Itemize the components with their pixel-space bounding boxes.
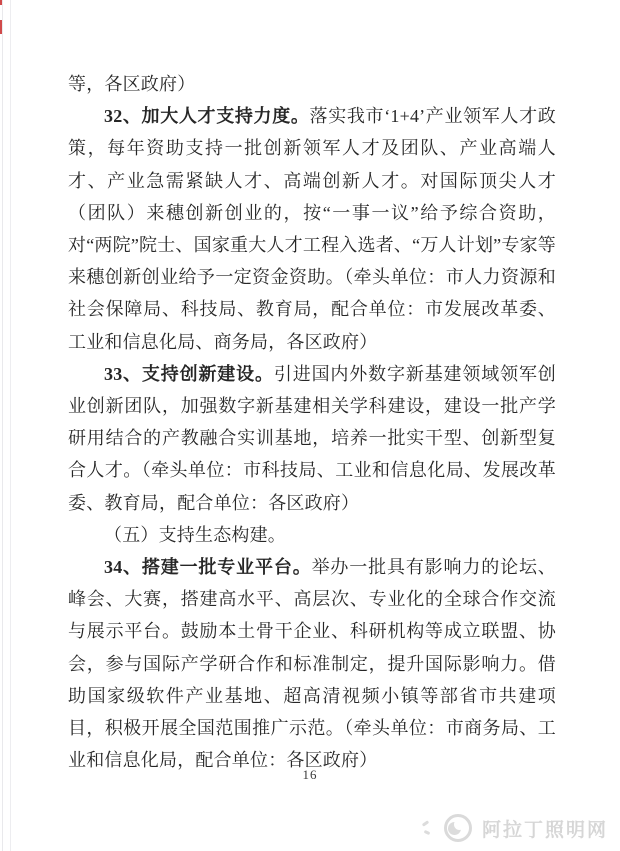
document-body bbox=[68, 68, 556, 776]
paragraph-34-body: 举办一批具有影响力的论坛、峰会、大赛，搭建高水平、高层次、专业化的全球合作交流与展示平台。鼓励本土骨干企业、科研机构等成立联盟、协会，参与国际产学研合作和标准制定，提升国际影响力。借助国家级软件产业基地、超高清视频小镇等部省市共建项目，积极开展全国范围推广示范。（牵头单位：市商务局、工业和信息化局，配合单位：各区政府） bbox=[68, 557, 556, 771]
paragraph-continuation: 等，各区政府） bbox=[68, 74, 196, 94]
scan-red-mark-lower bbox=[0, 20, 2, 34]
paragraph-34-lead: 34、搭建一批专业平台。 bbox=[104, 557, 312, 578]
paragraph-34 bbox=[68, 551, 556, 776]
paragraph-33 bbox=[68, 358, 556, 519]
scan-edge-line-inner bbox=[10, 0, 11, 851]
section-heading-5: （五）支持生态构建。 bbox=[104, 524, 286, 545]
watermark-site-name: 阿拉丁照明网 bbox=[481, 819, 608, 841]
paragraph-32-lead: 32、加大人才支持力度。 bbox=[104, 106, 310, 127]
paragraph-33-body: 引进国内外数字新基建领域领军创业创新团队，加强数字新基建相关学科建设，建设一批产学研用结合的产教融合实训基地，培养一批实干型、创新型复合人才。（牵头单位：市科技局、工业和信息化局、发展改革委、教育局，配合单位：各区政府） bbox=[68, 363, 557, 513]
sparkle-icon bbox=[422, 818, 434, 838]
paragraph-32 bbox=[68, 100, 556, 358]
paragraph-32-body: 落实我市‘1+4’产业领军人才政策，每年资助支持一批创新领军人才及团队、产业高端人才、产业急需紧缺人才、高端创新人才。对国际顶尖人才（团队）来穗创新创业的，按“一事一议”给予综合资助，对“两院”院士、国家重大人才工程入选者、“万人计划”专家等来穗创新创业给予一定资金资助。（牵头单位：市人力资源和社会保障局、科技局、教育局，配合单位：市发展改革委、工业和信息化局、商务局，各区政府） bbox=[68, 106, 556, 352]
page-number: 16 bbox=[302, 767, 318, 782]
paragraph-33-lead: 33、支持创新建设。 bbox=[104, 363, 274, 384]
aladdin-lamp-circle-icon bbox=[444, 814, 472, 842]
watermark bbox=[422, 814, 608, 842]
scan-edge-line-left bbox=[2, 0, 3, 851]
scan-red-mark-top bbox=[0, 0, 2, 5]
